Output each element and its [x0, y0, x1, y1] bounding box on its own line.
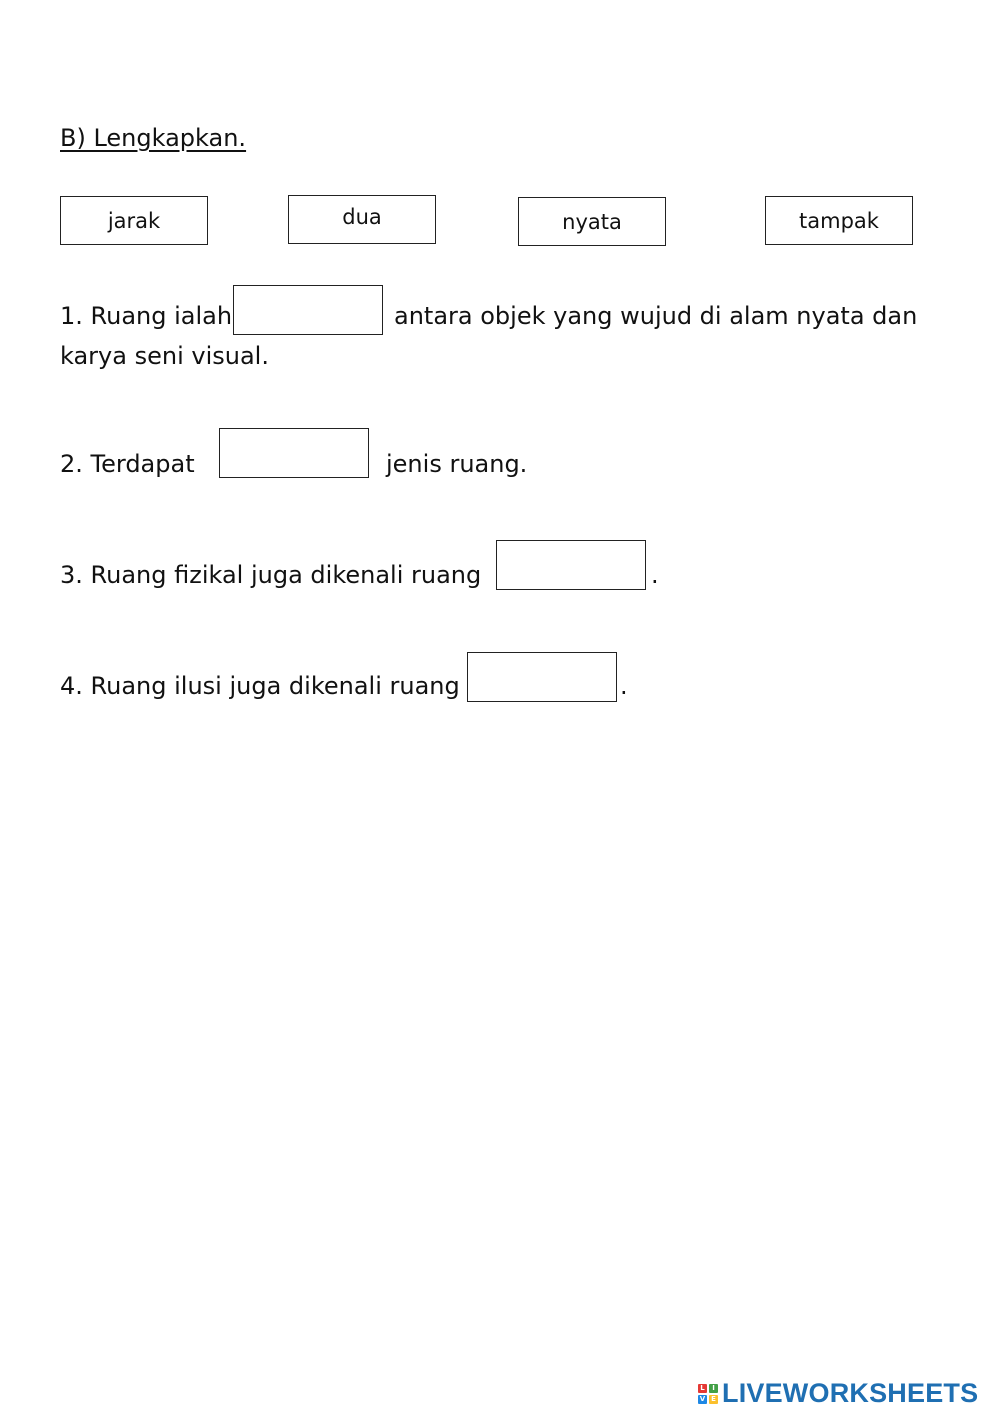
logo-mark-letter: V — [699, 1395, 706, 1403]
page-heading: B) Lengkapkan. — [60, 124, 247, 152]
word-label: dua — [342, 204, 382, 229]
question-1-text-continuation: karya seni visual. — [60, 342, 269, 370]
question-4-answer-box[interactable] — [467, 652, 617, 702]
word-bank-item-tampak[interactable] — [765, 196, 913, 245]
word-label: nyata — [562, 209, 622, 234]
question-1-text-before: 1. Ruang ialah — [60, 302, 233, 330]
logo-mark-letter: I — [709, 1384, 718, 1393]
question-2-text-after: jenis ruang. — [386, 450, 528, 478]
logo-mark-icon — [698, 1384, 718, 1404]
question-3-text-after: . — [651, 561, 659, 589]
question-1-text-after: antara objek yang wujud di alam nyata dan — [394, 302, 918, 330]
word-bank-item-nyata[interactable] — [518, 197, 666, 246]
question-4-text-before: 4. Ruang ilusi juga dikenali ruang — [60, 672, 460, 700]
word-bank-item-jarak[interactable] — [60, 196, 208, 245]
question-1-answer-box[interactable] — [233, 285, 383, 335]
word-bank-item-dua[interactable] — [288, 195, 436, 244]
liveworksheets-logo — [698, 1378, 978, 1409]
question-2-answer-box[interactable] — [219, 428, 369, 478]
word-label: tampak — [799, 208, 879, 233]
question-2-text-before: 2. Terdapat — [60, 450, 195, 478]
word-label: jarak — [107, 208, 161, 233]
logo-mark-letter: L — [698, 1384, 707, 1393]
question-4-text-after: . — [620, 672, 628, 700]
logo-mark-letter: E — [709, 1395, 718, 1404]
logo-text: LIVEWORKSHEETS — [722, 1378, 979, 1408]
question-3-answer-box[interactable] — [496, 540, 646, 590]
question-3-text-before: 3. Ruang fizikal juga dikenali ruang — [60, 561, 482, 589]
